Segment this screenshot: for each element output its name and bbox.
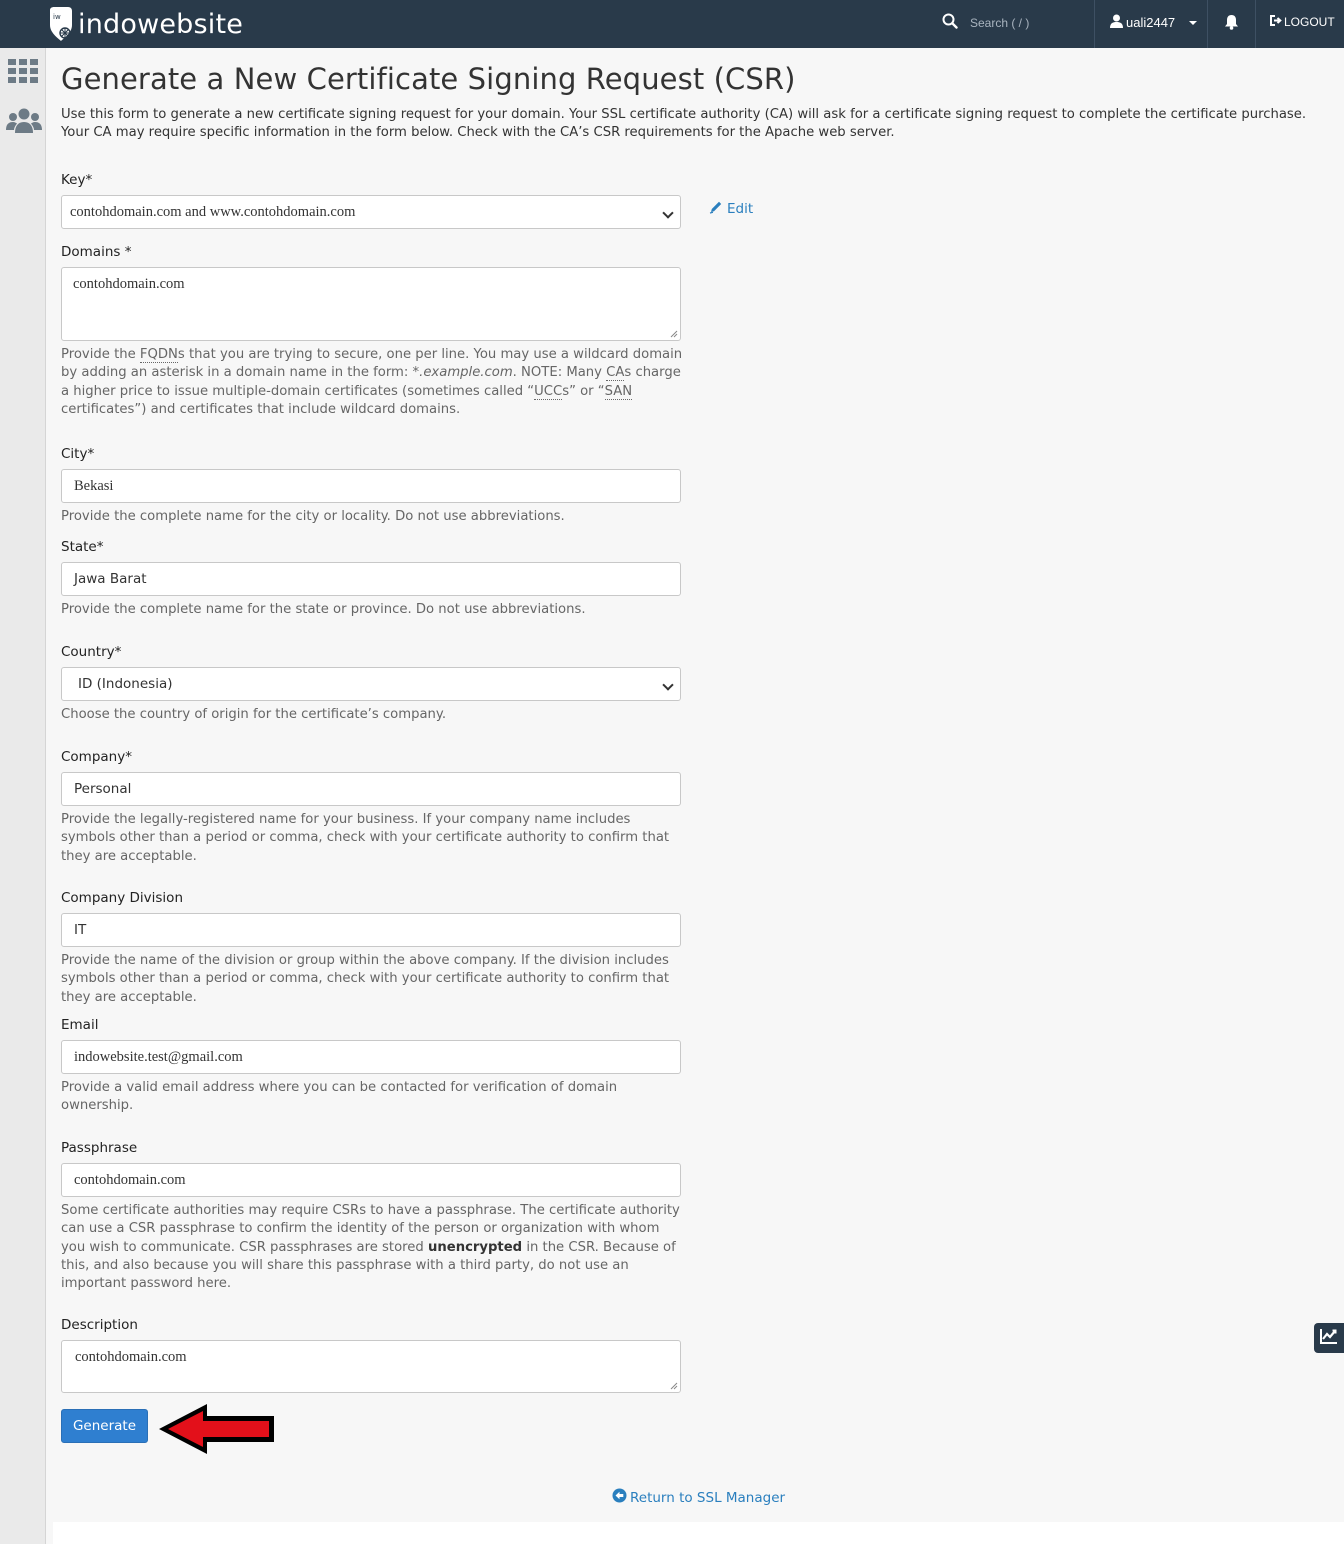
company-input-value: Personal xyxy=(74,781,132,797)
arrow-circle-left-icon xyxy=(612,1488,627,1507)
edit-key-label: Edit xyxy=(727,201,754,217)
description-textarea[interactable] xyxy=(61,1340,681,1393)
chevron-down-icon xyxy=(662,207,673,218)
page-intro: Use this form to generate a new certificate signing request for your domain. Your SSL certificate authority (CA) will ask for a certificate signing request to complete the certificate purchase. Your CA may require specific information in the form below. Check with the CA’s CSR requirements for the Apache web server. xyxy=(61,107,1307,140)
passphrase-input[interactable] xyxy=(61,1163,681,1197)
logout-icon xyxy=(1268,14,1282,30)
annotation-arrow-icon xyxy=(155,1400,279,1458)
description-textarea-value: contohdomain.com xyxy=(75,1349,187,1365)
search-icon[interactable] xyxy=(942,13,958,33)
navbar-divider xyxy=(1207,0,1208,48)
ca-abbr: CA xyxy=(606,365,625,381)
pencil-icon xyxy=(709,200,723,218)
return-to-ssl-manager-link[interactable] xyxy=(612,1488,785,1507)
country-select[interactable] xyxy=(61,667,681,701)
country-help: Choose the country of origin for the certificate’s company. xyxy=(61,707,447,722)
fqdn-abbr: FQDN xyxy=(139,347,178,362)
division-input-value: IT xyxy=(74,922,87,938)
search-box[interactable] xyxy=(942,12,1080,34)
domains-help: Provide the FQDNs that you are trying to secure, one per line. You may use a wildcard domain by adding an asterisk in a domain name in the form: *.example.com. NOTE: Many CAs charge a higher price to issue multiple-domain certificates (sometimes called “UCCs” or “SAN certificates”) and certificates that include wildcard domains. xyxy=(61,347,683,417)
email-help: Provide a valid email address where you can be contacted for verification of domain ownership. xyxy=(61,1080,618,1114)
key-select[interactable] xyxy=(61,195,681,229)
logout-label: LOGOUT xyxy=(1284,15,1335,29)
country-select-value: ID (Indonesia) xyxy=(78,676,173,692)
state-input-value: Jawa Barat xyxy=(74,571,147,587)
grid-icon[interactable] xyxy=(8,59,38,87)
search-input[interactable] xyxy=(970,16,1080,30)
state-input[interactable] xyxy=(61,562,681,596)
country-label: Country* xyxy=(61,644,122,660)
chevron-down-icon xyxy=(662,679,673,690)
passphrase-input-value: contohdomain.com xyxy=(74,1171,186,1188)
resize-grip-icon[interactable] xyxy=(670,330,678,338)
user-menu[interactable] xyxy=(1110,14,1197,31)
description-label: Description xyxy=(61,1317,138,1333)
navbar-divider xyxy=(1255,0,1256,48)
logout-button[interactable] xyxy=(1268,14,1335,30)
edit-key-link[interactable] xyxy=(709,200,753,218)
sidebar xyxy=(0,48,46,1544)
city-label: City* xyxy=(61,446,95,462)
brand-logo[interactable] xyxy=(46,6,243,42)
users-icon[interactable] xyxy=(6,108,42,138)
notifications-bell-icon[interactable] xyxy=(1224,14,1239,34)
user-icon xyxy=(1110,14,1123,31)
city-input[interactable] xyxy=(61,469,681,503)
brand-logo-mark xyxy=(46,7,76,41)
generate-button[interactable]: Generate xyxy=(61,1409,148,1443)
navbar-divider xyxy=(1094,0,1095,48)
email-label: Email xyxy=(61,1017,99,1033)
domains-textarea-value: contohdomain.com xyxy=(73,276,185,292)
footer-area xyxy=(53,1522,1344,1544)
san-abbr: SAN xyxy=(604,383,633,399)
city-input-value: Bekasi xyxy=(74,477,114,494)
passphrase-help: Some certificate authorities may require CSRs to have a passphrase. The certificate authority can use a CSR passphrase to confirm the identity of the person or organization with whom you wish to communicate. CSR passphrases are stored unencrypted in the CSR. Because of this, and also because you will share this passphrase with a third party, do not use an important password here. xyxy=(61,1203,680,1292)
company-label: Company* xyxy=(61,749,132,765)
chart-line-icon xyxy=(1319,1327,1339,1349)
company-help: Provide the legally-registered name for your business. If your company name includes symbols other than a period or comma, check with your certificate authority to confirm that they are acceptable. xyxy=(61,812,670,864)
state-label: State* xyxy=(61,539,104,555)
return-label: Return to SSL Manager xyxy=(630,1489,786,1506)
key-label: Key* xyxy=(61,172,93,188)
top-navbar xyxy=(0,0,1344,48)
resize-grip-icon[interactable] xyxy=(670,1382,678,1390)
username: uali2447 xyxy=(1126,15,1176,30)
domains-label: Domains * xyxy=(61,244,132,260)
stats-toggle-button[interactable] xyxy=(1314,1323,1344,1353)
state-help: Provide the complete name for the state or province. Do not use abbreviations. xyxy=(61,602,586,617)
domains-textarea[interactable] xyxy=(61,267,681,341)
brand-badge: iw xyxy=(53,13,61,21)
division-help: Provide the name of the division or group within the above company. If the division includes symbols other than a period or comma, check with your certificate authority to confirm that they are acceptable. xyxy=(61,953,670,1005)
ucc-abbr: UCC xyxy=(534,383,563,399)
division-input[interactable] xyxy=(61,913,681,947)
email-input-value: indowebsite.test@gmail.com xyxy=(74,1048,243,1065)
company-input[interactable] xyxy=(61,772,681,806)
key-select-value: contohdomain.com and www.contohdomain.com xyxy=(70,203,356,220)
city-help: Provide the complete name for the city or locality. Do not use abbreviations. xyxy=(61,509,565,524)
brand-name: indowebsite xyxy=(78,8,244,40)
chevron-down-icon xyxy=(1189,21,1197,25)
division-label: Company Division xyxy=(61,890,184,906)
passphrase-label: Passphrase xyxy=(61,1140,138,1156)
unencrypted-emphasis: unencrypted xyxy=(427,1239,523,1255)
email-input[interactable] xyxy=(61,1040,681,1074)
page-title: Generate a New Certificate Signing Request (CSR) xyxy=(61,62,796,96)
